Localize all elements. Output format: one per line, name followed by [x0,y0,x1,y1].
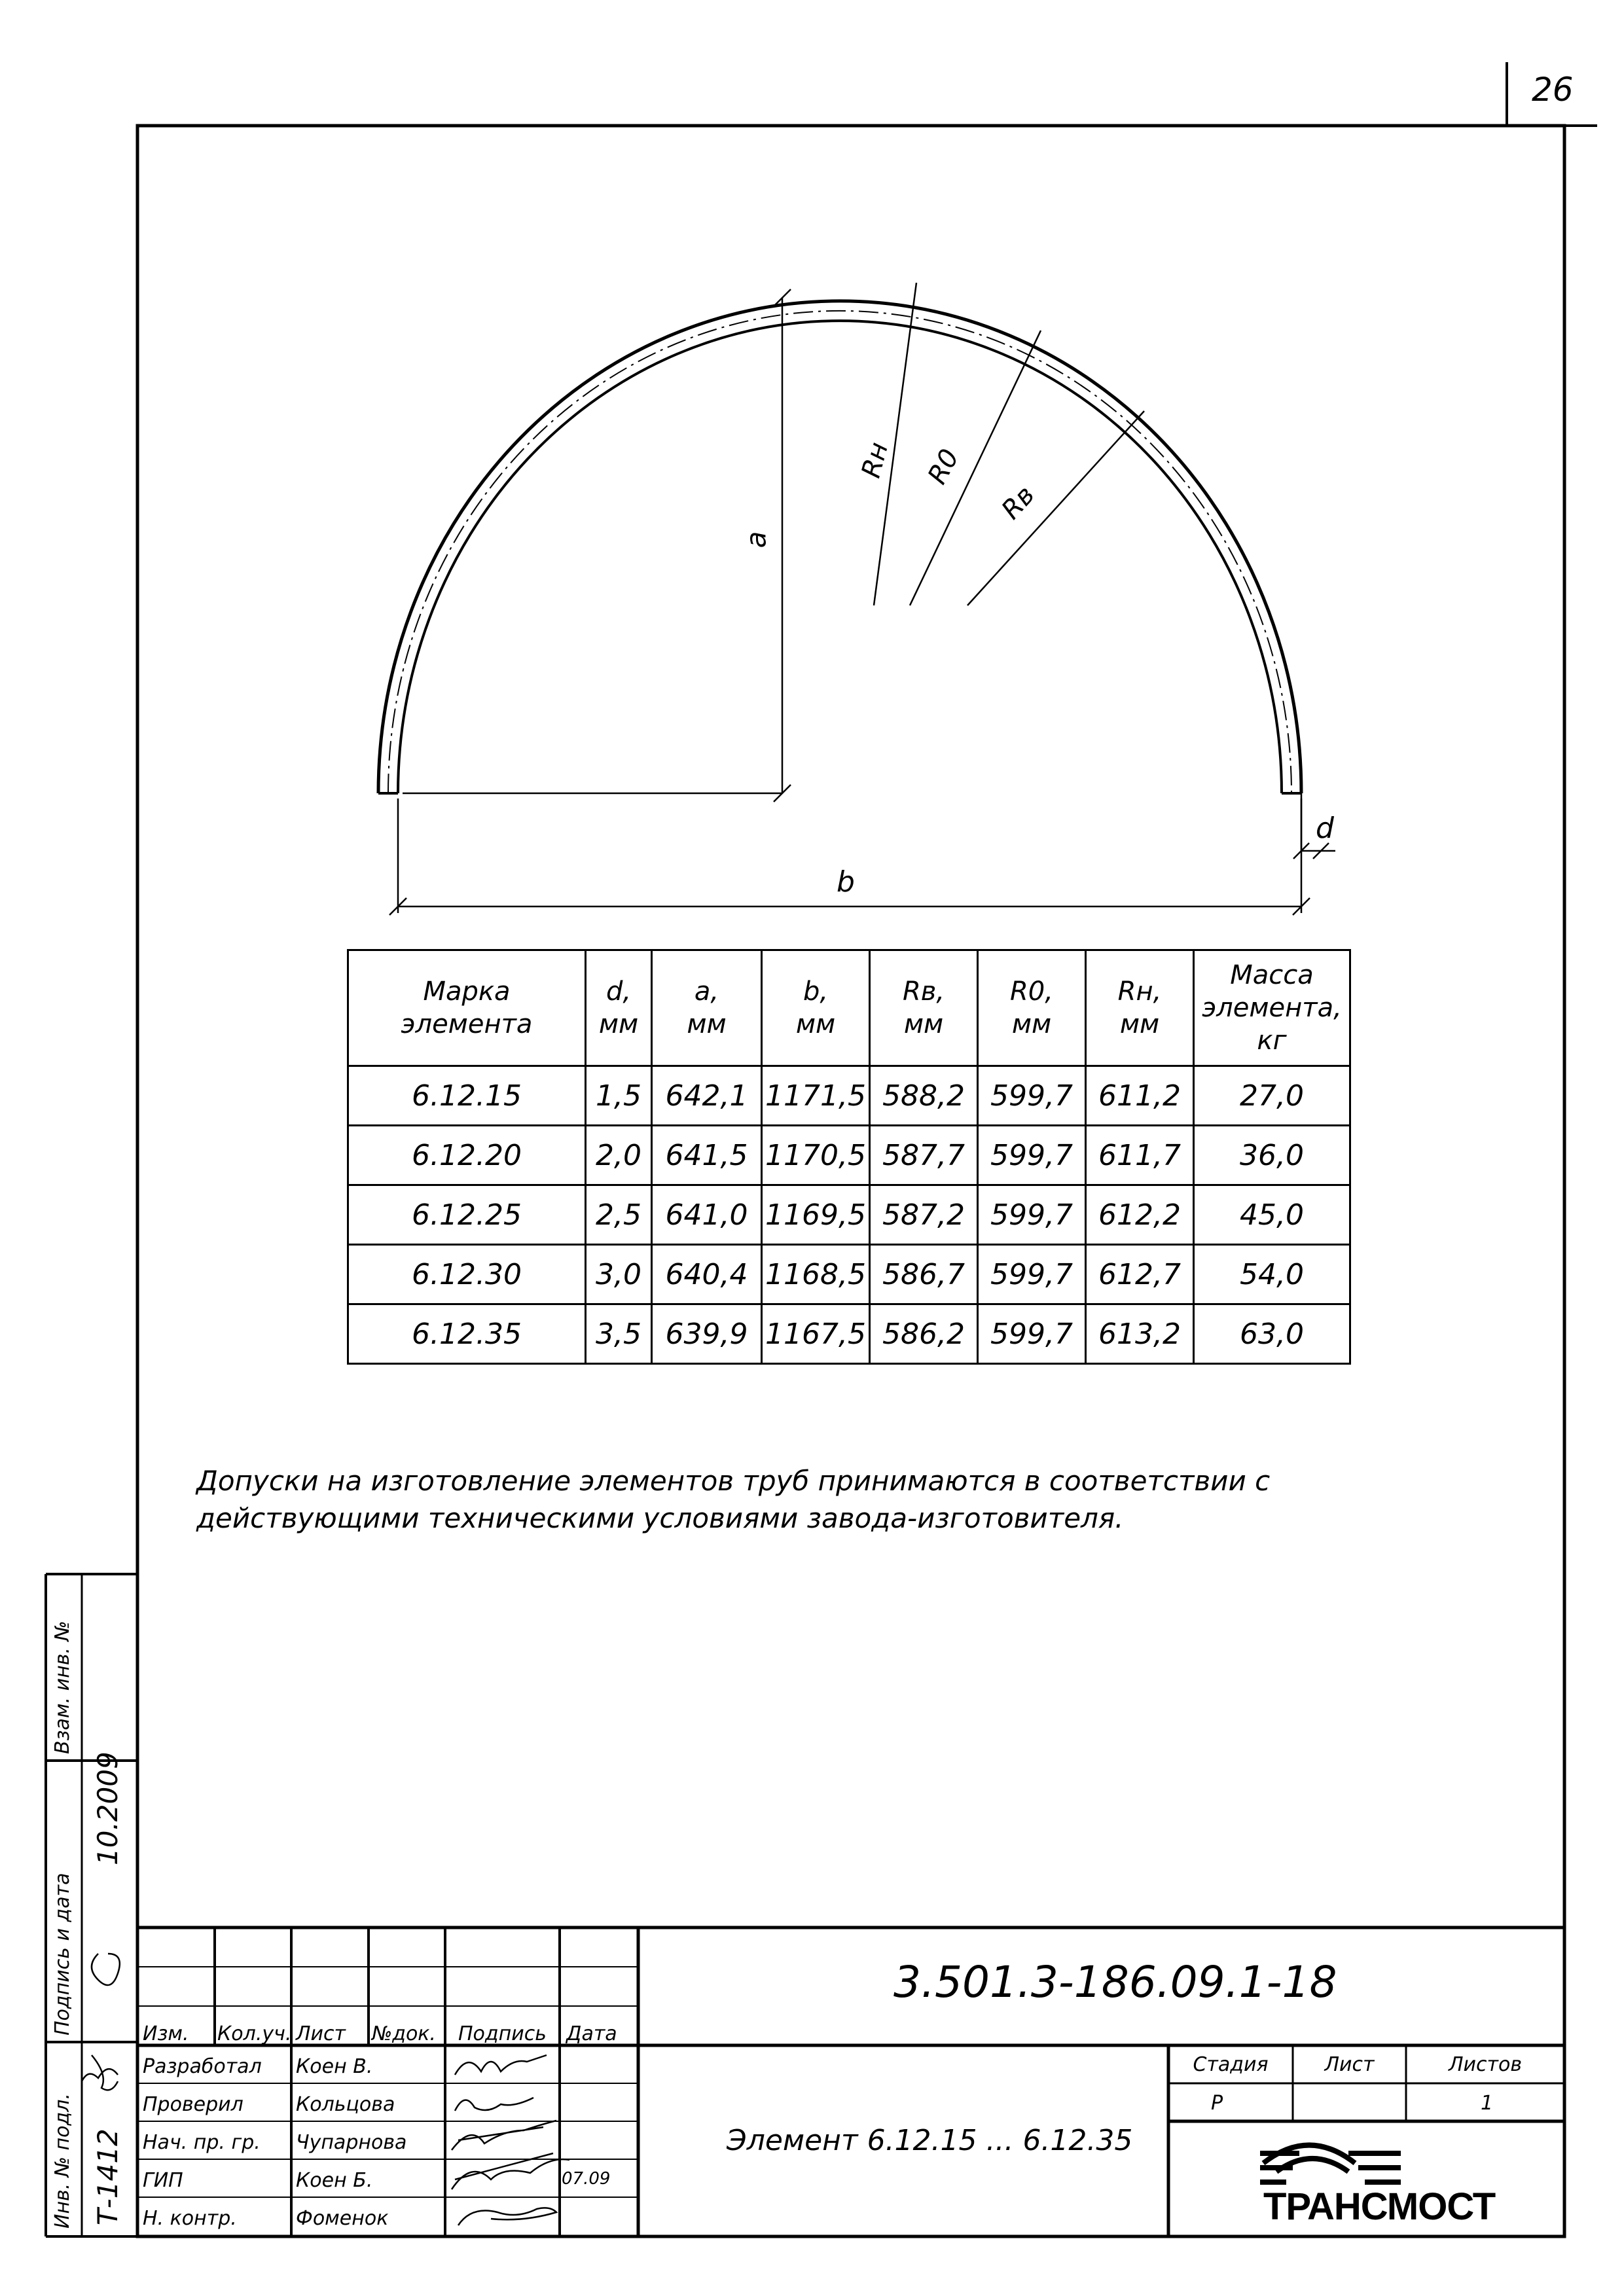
tb-role-head: Нач. пр. гр. [143,2131,261,2154]
tb-role-gip: ГИП [143,2169,183,2192]
label-d: d [1316,812,1334,845]
tb-sheet-header: Лист [1324,2053,1375,2076]
signature-stamp-3 [92,1954,120,1985]
tb-name-norm: Фоменок [296,2207,389,2230]
tb-col-ndok: №док. [372,2022,436,2045]
tb-col-list: Лист [296,2022,346,2045]
signature-head [452,2121,556,2150]
tb-col-kol: Кол.уч. [217,2022,292,2045]
label-r-mid: R0 [922,444,965,490]
tb-role-checker: Проверил [143,2093,244,2116]
header-a: a, мм [652,950,762,1066]
tb-name-gip: Коен Б. [296,2169,373,2192]
stamp-podpis-label: Подпись и дата [51,1873,74,2036]
header-rn: Rн, мм [1086,950,1194,1066]
sheet-number: 26 [1532,71,1574,109]
tb-role-norm: Н. контр. [143,2207,237,2230]
signature-stamp-2 [92,2055,118,2090]
signature-norm [458,2208,556,2225]
document-title: Элемент 6.12.15 ... 6.12.35 [727,2124,1133,2157]
label-r-inner: Rв [996,480,1041,526]
table-row: 6.12.35 3,5 639,9 1167,5 586,2 599,7 613,2 63,0 [348,1304,1350,1364]
header-r0: R0, мм [978,950,1086,1066]
table-header-row [348,950,1350,1066]
label-a: a [740,531,772,548]
radius-leaders [874,283,1144,605]
spec-table [347,949,1351,1365]
label-r-outer: Rн [856,439,895,482]
tb-role-developer: Разработал [143,2055,262,2078]
header-b: b, мм [762,950,870,1066]
tb-sheets-value: 1 [1481,2092,1494,2115]
header-mark: Марка элемента [348,950,586,1066]
stamp-vzam-label: Взам. инв. № [51,1621,74,1754]
tolerance-note: Допуски на изготовление элементов труб принимаются в соответствии с действующими техническими условиями завода-изготовителя. [196,1465,1271,1534]
dimension-a [403,289,791,802]
table-row: 6.12.25 2,5 641,0 1169,5 587,2 599,7 612,2 45,0 [348,1185,1350,1245]
stamp-inv-label: Инв. № подл. [51,2093,74,2229]
document-code: 3.501.3-186.09.1-18 [893,1957,1337,2007]
tb-name-head: Чупарнова [296,2131,407,2154]
tb-col-izm: Изм. [143,2022,189,2045]
tb-stage-value: Р [1211,2092,1223,2115]
table-row: 6.12.20 2,0 641,5 1170,5 587,7 599,7 611,7 36,0 [348,1126,1350,1185]
signature-checker [455,2098,533,2111]
table-row: 6.12.15 1,5 642,1 1171,5 588,2 599,7 611,2 27,0 [348,1066,1350,1126]
tb-col-data: Дата [566,2022,617,2045]
table-row: 6.12.30 3,0 640,4 1168,5 586,7 599,7 612,7 54,0 [348,1245,1350,1304]
tb-name-checker: Кольцова [296,2093,395,2116]
header-rv: Rв, мм [870,950,978,1066]
stamp-podpis-value: 10.2009 [92,1751,124,1865]
tb-col-podpis: Подпись [458,2022,547,2045]
signature-stamp-1 [82,2069,118,2081]
tb-stage-header: Стадия [1193,2053,1269,2076]
label-b: b [837,865,855,899]
company-logo-icon [1260,2145,1401,2183]
pipe-arc [378,301,1301,793]
stamp-inv-value: Т-1412 [92,2128,124,2225]
header-mass: Масса элемента, кг [1194,950,1350,1066]
signature-developer [455,2055,547,2075]
tb-date-gip: 07.09 [562,2169,611,2189]
tb-sheets-header: Листов [1448,2053,1523,2076]
tb-name-developer: Коен В. [296,2055,373,2078]
header-d: d, мм [586,950,652,1066]
company-name: ТРАНСМОСТ [1263,2185,1496,2228]
